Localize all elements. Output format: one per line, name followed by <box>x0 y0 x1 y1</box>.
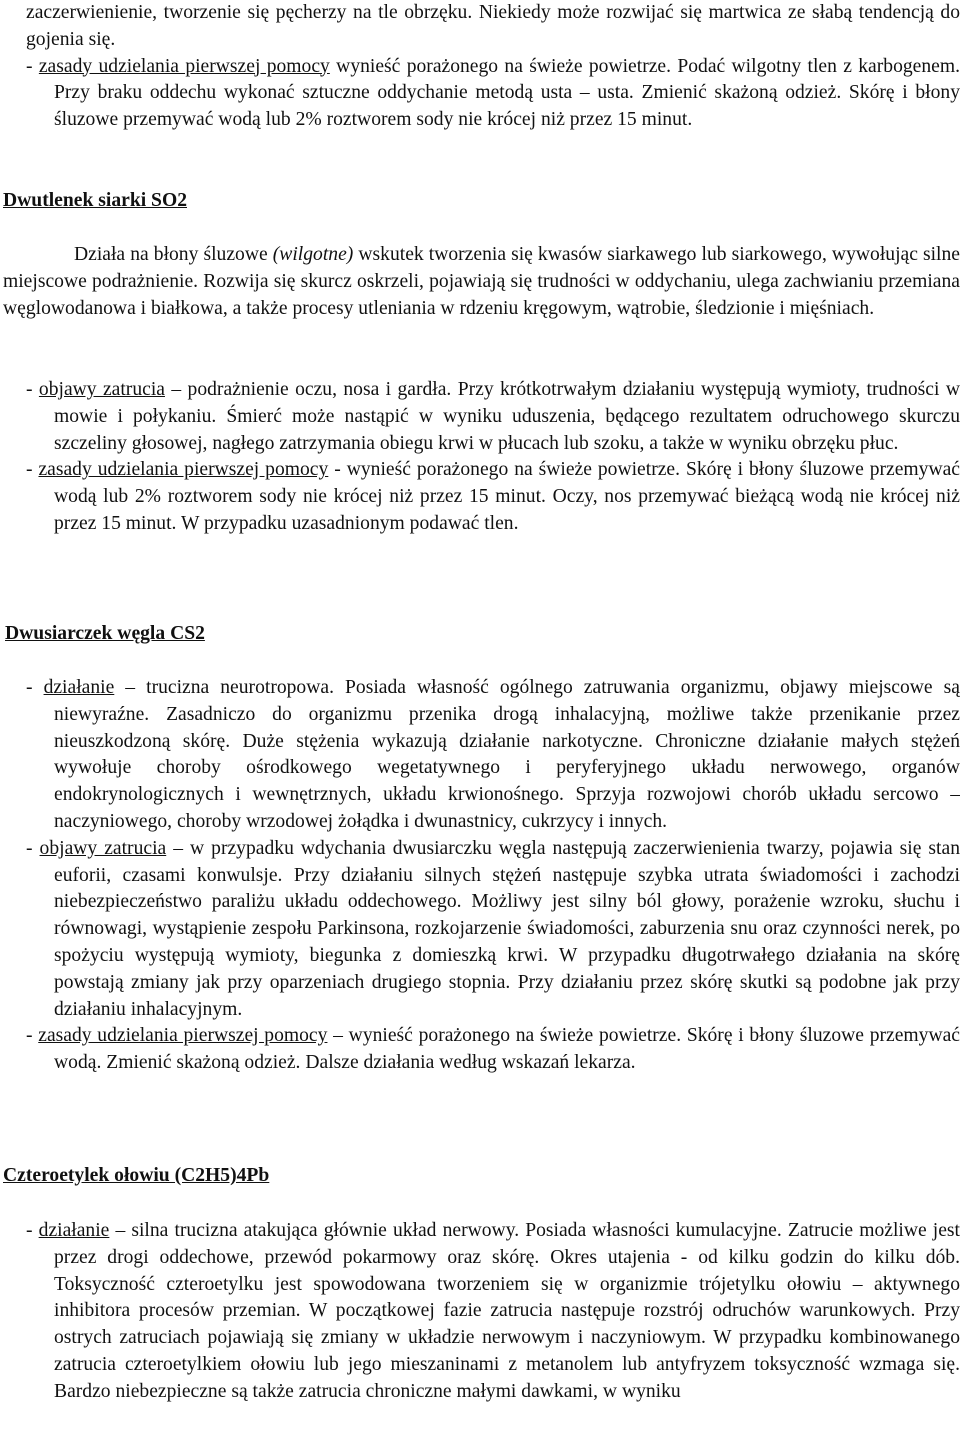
cs2-first-aid-text: – wynieść porażonego na świeże powietrze. Skórę i błony śluzowe przemywać wodą. Zmienić skażoną odzież. Dalsze działania według wskazań lekarza. <box>54 1025 960 1074</box>
so2-first-aid-label: zasady udzielania pierwszej pomocy <box>38 459 329 481</box>
so2-intro-paragraph <box>0 242 960 322</box>
so2-intro-text-b: wskutek tworzenia się kwasów siarkawego lub siarkowego, wywołując silne miejscowe podrażnienie. Rozwija się skurcz oskrzeli, pojawiają się trudności w oddychaniu, ulega zachwianiu przemiana węglowodanowa i białkowa, a także procesy utleniania w rdzeniu kręgowym, wątrobie, śledzionie i mięśniach. <box>3 244 960 319</box>
first-aid-text: wynieść porażonego na świeże powietrze. Podać wilgotny tlen z karbogenem. Przy braku oddechu wykonać sztuczne oddychanie metodą usta – usta. Zmienić skażoną odzież. Skórę i błony śluzowe przemywać wodą lub 2% roztworem sody nie krócej niż przez 15 minut. <box>54 55 960 131</box>
so2-intro-italic: (wilgotne) <box>272 244 354 265</box>
first-aid-label: zasady udzielania pierwszej pomocy <box>38 55 330 77</box>
section-heading-tel: Czteroetylek ołowiu (C2H5)4Pb <box>3 1165 270 1186</box>
so2-symptoms-label: objawy zatrucia <box>38 379 165 400</box>
top-continuation <box>0 0 960 134</box>
first-aid-item: - zasady udzielania pierwszej pomocy wynieść porażonego na świeże powietrze. Podać wilgotny tlen z karbogenem. Przy braku oddechu wykonać sztuczne oddychanie metodą usta – usta. Zmienić skażoną odzież. Skórę i błony śluzowe przemywać wodą lub 2% roztworem sody nie krócej niż przez 15 minut. <box>26 55 960 131</box>
cs2-symptoms-text: – w przypadku wdychania dwusiarczku węgla następują zaczerwienienia twarzy, pojawia się stan euforii, czasami konwulsje. Przy działaniu silnych stężeń następuje szybka utrata świadomości i zachodzi niebezpieczeństwo paraliżu układu oddechowego. Możliwy jest silny ból głowy, porażenie wzroku, słuchu i równowagi, wystąpienie zespołu Parkinsona, rozkojarzenie świadomości, zaburzenia snu oraz czynności nerek, po spożyciu występują wymioty, biegunka z domieszką krwi. W przypadku długotrwałego działania na skórę powstają zmiany jak przy oparzeniach drugiego stopnia. Przy działaniu przez skórę skutki są podobne jak przy działaniu inhalacyjnym. <box>54 837 960 1020</box>
tel-list <box>0 1218 960 1406</box>
cs2-list <box>0 675 960 1077</box>
tel-action-text: – silna trucizna atakująca głównie układ nerwowy. Posiada własności kumulacyjne. Zatrucie możliwe jest przez drogi oddechowe, przewód pokarmowy oraz skórę. Okres utajenia - od kilku godzin do kilku dób. Toksyczność czteroetylku jest spowodowana tworzeniem się w organizmie trójetylku ołowiu – aktywnego inhibitora procesów przemian. W początkowej fazie zatrucia następuje rozstrój odruchów warunkowych. Przy ostrych zatruciach pojawiają się zmiany w układzie nerwowym i naczyniowym. W przypadku kombinowanego zatrucia czteroetylkiem ołowiu lub jego mieszaninami z metanolem lub antyfryzem toksyczność wzmaga się. Bardzo niebezpieczne są także zatrucia chroniczne małymi dawkami, w wyniku <box>54 1220 960 1402</box>
tel-action-item: - działanie – silna trucizna atakująca głównie układ nerwowy. Posiada własności kumulacyjne. Zatrucie możliwe jest przez drogi oddechowe, przewód pokarmowy oraz skórę. Okres utajenia - od kilku godzin do kilku dób. Toksyczność czteroetylku jest spowodowana tworzeniem się w organizmie trójetylku ołowiu – aktywnego inhibitora procesów przemian. W początkowej fazie zatrucia następuje rozstrój odruchów warunkowych. Przy ostrych zatruciach pojawiają się zmiany w układzie nerwowym i naczyniowym. W przypadku kombinowanego zatrucia czteroetylkiem ołowiu lub jego mieszaninami z metanolem lub antyfryzem toksyczność wzmaga się. Bardzo niebezpieczne są także zatrucia chroniczne małymi dawkami, w wyniku <box>26 1220 960 1402</box>
so2-first-aid-item: - zasady udzielania pierwszej pomocy - wynieść porażonego na świeże powietrze. Skórę i błony śluzowe przemywać wodą lub 2% roztworem sody nie krócej niż przez 15 minut. Oczy, nos przemywać bieżącą wodą nie krócej niż przez 15 minut. W przypadku uzasadnionym podawać tlen. <box>26 459 960 534</box>
section-so2 <box>0 242 960 322</box>
section-heading-cs2: Dwusiarczek węgla CS2 <box>5 623 205 644</box>
so2-list <box>0 377 960 538</box>
cs2-first-aid-item: - zasady udzielania pierwszej pomocy – wynieść porażonego na świeże powietrze. Skórę i błony śluzowe przemywać wodą. Zmienić skażoną odzież. Dalsze działania według wskazań lekarza. <box>26 1025 960 1074</box>
tel-action-label: działanie <box>38 1220 110 1241</box>
cs2-action-label: działanie <box>43 677 115 698</box>
so2-symptoms-item: - objawy zatrucia – podrażnienie oczu, nosa i gardła. Przy krótkotrwałym działaniu występują wymioty, trudności w mowie i połykaniu. Śmierć może nastąpić w wyniku uduszenia, będącego rezultatem odruchowego skurczu szczeliny głosowej, nagłego zatrzymania obiegu krwi w płucach lub szoku, a także w wyniku obrzęku płuc. <box>26 379 960 454</box>
so2-first-aid-text: - wynieść porażonego na świeże powietrze. Skórę i błony śluzowe przemywać wodą lub 2% roztworem sody nie krócej niż przez 15 minut. Oczy, nos przemywać bieżącą wodą nie krócej niż przez 15 minut. W przypadku uzasadnionym podawać tlen. <box>54 459 960 534</box>
continuation-paragraph: zaczerwienienie, tworzenie się pęcherzy na tle obrzęku. Niekiedy może rozwijać się martwica ze słabą tendencją do gojenia się. <box>26 2 960 50</box>
cs2-action-text: – trucizna neurotropowa. Posiada własność ogólnego zatruwania organizmu, objawy miejscowe są niewyraźne. Zasadniczo do organizmu przenika drogą inhalacyjną, możliwe także przenikanie przez nieuszkodzoną skórę. Duże stężenia wykazują działanie narkotyczne. Chroniczne działanie małych stężeń wywołuje choroby ośrodkowego wegetatywnego i peryferyjnego układu nerwowego, organów endokrynologicznych i wewnętrznych, układu krwionośnego. Sprzyja rozwojowi chorób układu sercowo – naczyniowego, choroby wrzodowej żołądka i dwunastnicy, cukrzycy i innych. <box>54 677 960 832</box>
cs2-first-aid-label: zasady udzielania pierwszej pomocy <box>38 1025 328 1047</box>
so2-intro-text-a: Działa na błony śluzowe <box>74 244 273 265</box>
so2-symptoms-text: – podrażnienie oczu, nosa i gardła. Przy krótkotrwałym działaniu występują wymioty, trudności w mowie i połykaniu. Śmierć może nastąpić w wyniku uduszenia, będącego rezultatem odruchowego skurczu szczeliny głosowej, nagłego zatrzymania obiegu krwi w płucach lub szoku, a także w wyniku obrzęku płuc. <box>54 379 960 454</box>
cs2-action-item: - działanie – trucizna neurotropowa. Posiada własność ogólnego zatruwania organizmu, objawy miejscowe są niewyraźne. Zasadniczo do organizmu przenika drogą inhalacyjną, możliwe także przenikanie przez nieuszkodzoną skórę. Duże stężenia wykazują działanie narkotyczne. Chroniczne działanie małych stężeń wywołuje choroby ośrodkowego wegetatywnego i peryferyjnego układu nerwowego, organów endokrynologicznych i wewnętrznych, układu krwionośnego. Sprzyja rozwojowi chorób układu sercowo – naczyniowego, choroby wrzodowej żołądka i dwunastnicy, cukrzycy i innych. <box>26 677 960 832</box>
section-heading-so2: Dwutlenek siarki SO2 <box>3 190 187 211</box>
cs2-symptoms-item: - objawy zatrucia – w przypadku wdychania dwusiarczku węgla następują zaczerwienienia twarzy, pojawia się stan euforii, czasami konwulsje. Przy działaniu silnych stężeń następuje szybka utrata świadomości i zachodzi niebezpieczeństwo paraliżu układu oddechowego. Możliwy jest silny ból głowy, porażenie wzroku, słuchu i równowagi, wystąpienie zespołu Parkinsona, rozkojarzenie świadomości, zaburzenia snu oraz czynności nerek, po spożyciu występują wymioty, biegunka z domieszką krwi. W przypadku długotrwałego działania na skórę powstają zmiany jak przy oparzeniach drugiego stopnia. Przy działaniu przez skórę skutki są podobne jak przy działaniu inhalacyjnym. <box>26 837 960 1020</box>
cs2-symptoms-label: objawy zatrucia <box>39 837 167 859</box>
